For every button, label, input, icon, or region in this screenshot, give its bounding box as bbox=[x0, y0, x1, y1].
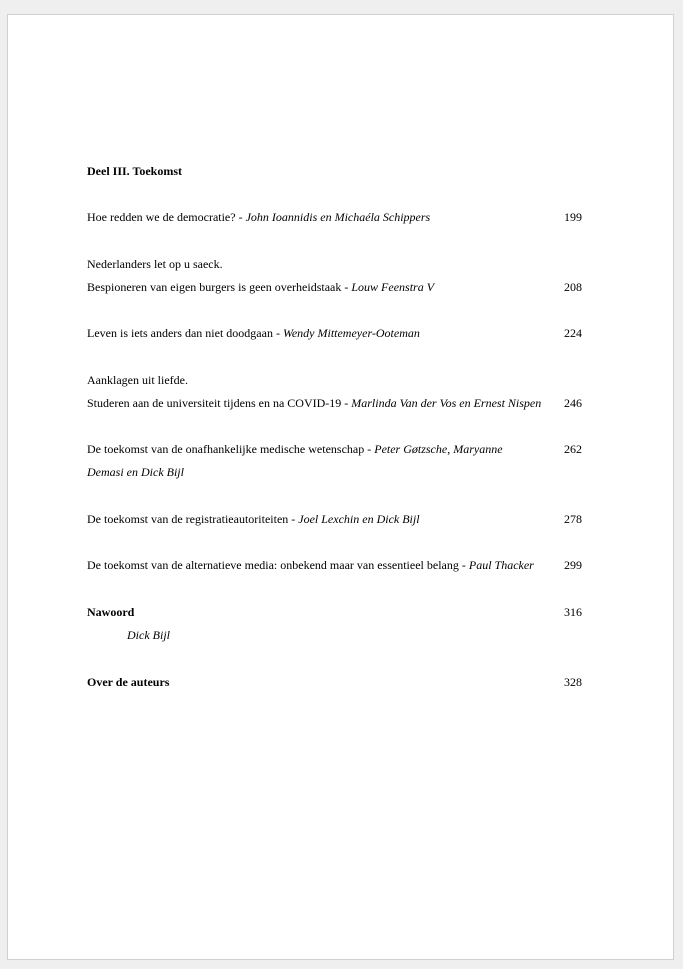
toc-entry bbox=[87, 280, 434, 294]
toc-entry bbox=[87, 442, 503, 456]
toc-entry-title: Hoe redden we de democratie? - bbox=[87, 210, 246, 224]
toc-entry bbox=[87, 326, 420, 340]
toc-entry-author-continued: Demasi en Dick Bijl bbox=[87, 465, 184, 479]
toc-entry-title: De toekomst van de alternatieve media: onbekend maar van essentieel belang - bbox=[87, 558, 469, 572]
toc-entry-author: Peter Gøtzsche, Maryanne bbox=[374, 442, 503, 456]
toc-entry-author: Wendy Mittemeyer-Ooteman bbox=[282, 326, 420, 340]
nawoord-heading: Nawoord bbox=[87, 605, 135, 619]
toc-entry-title: Leven is iets anders dan niet doodgaan - bbox=[87, 326, 283, 340]
toc-page-number: 208 bbox=[564, 280, 582, 294]
toc-entry-author: Louw Feenstra V bbox=[351, 280, 435, 294]
toc-entry-author: Paul Thacker bbox=[468, 558, 534, 572]
nawoord-author: Dick Bijl bbox=[127, 628, 170, 642]
toc-entry bbox=[87, 558, 534, 572]
toc-page-number: 246 bbox=[564, 396, 582, 410]
toc-page-number: 224 bbox=[564, 326, 582, 340]
auteurs-heading: Over de auteurs bbox=[87, 675, 170, 689]
toc-page-number: 262 bbox=[564, 442, 582, 456]
toc-entry-author: Joel Lexchin en Dick Bijl bbox=[298, 512, 420, 526]
toc-entry bbox=[87, 210, 430, 224]
section-heading: Deel III. Toekomst bbox=[87, 164, 183, 178]
toc-entry bbox=[87, 396, 541, 410]
toc-page-number: 278 bbox=[564, 512, 582, 526]
toc-entry-title: De toekomst van de registratieautoriteiten - bbox=[87, 512, 299, 526]
toc-entry-author: John Ioannidis en Michaéla Schippers bbox=[245, 210, 431, 224]
toc-entry-pretitle: Aanklagen uit liefde. bbox=[87, 373, 188, 387]
toc-page-number: 316 bbox=[564, 605, 582, 619]
toc-page-number: 328 bbox=[564, 675, 582, 689]
toc-entry bbox=[87, 512, 420, 526]
document-page bbox=[7, 14, 674, 960]
toc-entry-title: Bespioneren van eigen burgers is geen overheidstaak - bbox=[87, 280, 352, 294]
toc-page-number: 199 bbox=[564, 210, 582, 224]
toc-entry-title: De toekomst van de onafhankelijke medische wetenschap - bbox=[87, 442, 375, 456]
toc-entry-author: Marlinda Van der Vos en Ernest Nispen bbox=[351, 396, 542, 410]
toc-page-number: 299 bbox=[564, 558, 582, 572]
toc-entry-title: Studeren aan de universiteit tijdens en na COVID-19 - bbox=[87, 396, 352, 410]
toc-entry-pretitle: Nederlanders let op u saeck. bbox=[87, 257, 223, 271]
